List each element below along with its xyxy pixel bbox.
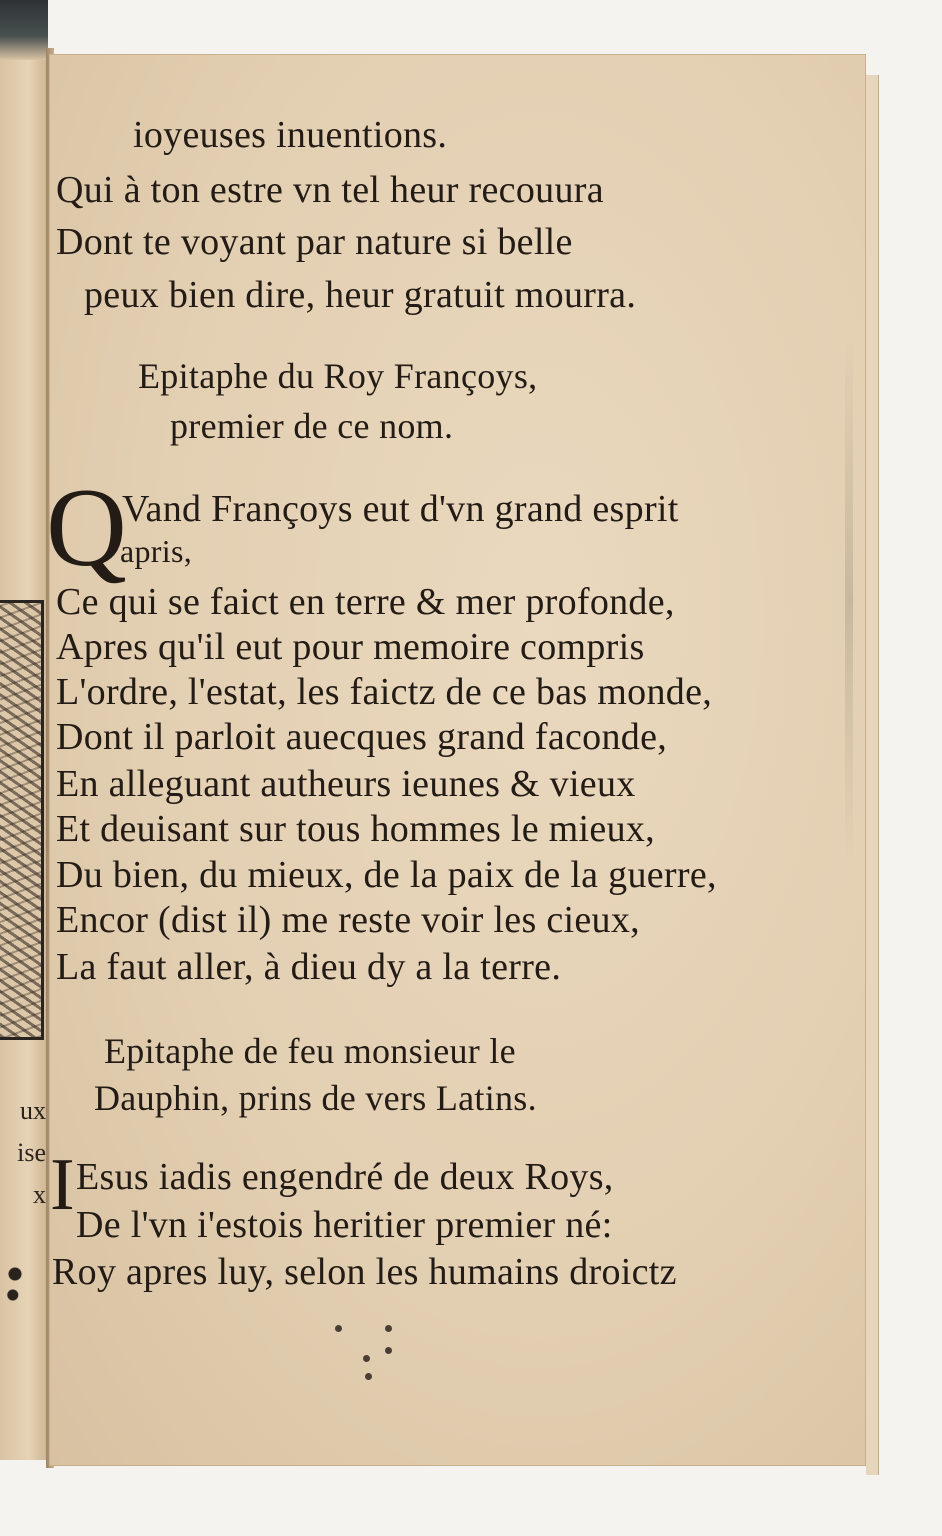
page-edge xyxy=(872,75,879,1475)
epitaph-title: Dauphin, prins de vers Latins. xyxy=(94,1078,537,1118)
verse-line: Dont il parloit auecques grand faconde, xyxy=(56,716,668,758)
drop-capital: I xyxy=(50,1144,75,1226)
binding-edge xyxy=(0,0,48,60)
fragment-line: ise xyxy=(17,1138,46,1167)
ink-speck xyxy=(365,1373,372,1380)
verse-line: Vand Françoys eut d'vn grand esprit xyxy=(122,488,679,530)
verse-line: Esus iadis engendré de deux Roys, xyxy=(76,1156,614,1198)
drop-capital: Q xyxy=(46,466,127,590)
verse-line: peux bien dire, heur gratuit mourra. xyxy=(84,274,637,316)
verse-line: L'ordre, l'estat, les faictz de ce bas monde, xyxy=(56,671,713,713)
verse-line: De l'vn i'estois heritier premier né: xyxy=(76,1204,613,1246)
book-page xyxy=(46,55,865,1465)
ornament-icon xyxy=(4,1250,26,1310)
verse-line: Du bien, du mieux, de la paix de la guerre, xyxy=(56,854,717,896)
verse-line: Apres qu'il eut pour memoire compris xyxy=(56,626,645,668)
verse-line: Ce qui se faict en terre & mer profonde, xyxy=(56,581,675,623)
verse-line: La faut aller, à dieu dy a la terre. xyxy=(56,946,562,988)
verse-line: apris, xyxy=(120,533,193,569)
ink-speck xyxy=(385,1347,392,1354)
verse-line: Roy apres luy, selon les humains droictz xyxy=(52,1251,677,1293)
verse-line: Qui à ton estre vn tel heur recouura xyxy=(56,169,604,211)
ink-speck xyxy=(335,1325,342,1332)
verse-line: Dont te voyant par nature si belle xyxy=(56,221,573,263)
running-head: ioyeuses inuentions. xyxy=(133,114,448,156)
verse-line: Encor (dist il) me reste voir les cieux, xyxy=(56,899,640,941)
epitaph-title: Epitaphe du Roy Françoys, xyxy=(138,356,538,396)
ink-speck xyxy=(385,1325,392,1332)
epitaph-title: premier de ce nom. xyxy=(170,406,454,446)
ink-specks xyxy=(335,1325,415,1385)
epitaph-title: Epitaphe de feu monsieur le xyxy=(104,1031,516,1071)
verse-line: Et deuisant sur tous hommes le mieux, xyxy=(56,808,655,850)
facing-page-text-fragments xyxy=(2,1090,46,1216)
woodcut-illustration xyxy=(0,600,44,1040)
fragment-line: x xyxy=(33,1180,46,1209)
page-text xyxy=(46,55,865,1465)
fragment-line: ux xyxy=(20,1096,46,1125)
verse-line: En alleguant autheurs ieunes & vieux xyxy=(56,763,636,805)
ink-speck xyxy=(363,1355,370,1362)
